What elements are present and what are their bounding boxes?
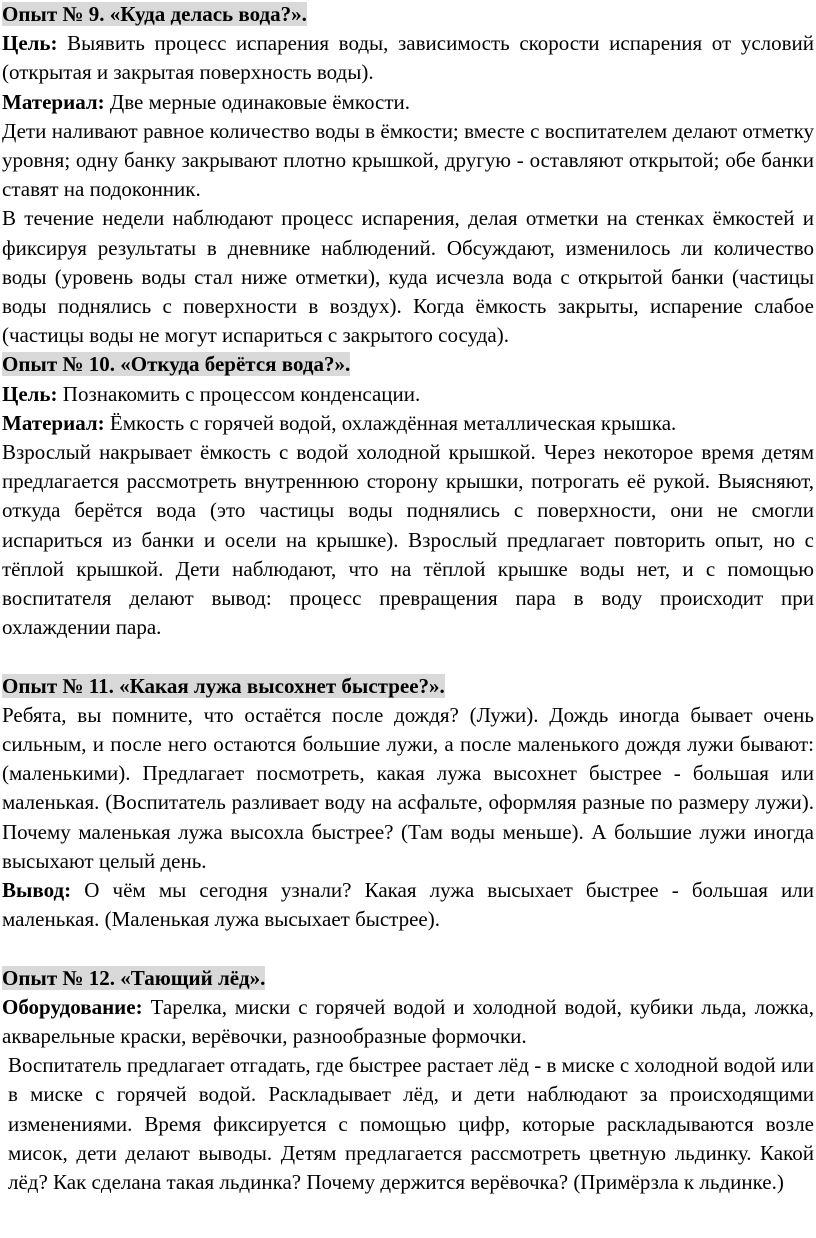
exp11-conclusion (2, 876, 814, 934)
exp12-title: Опыт № 12. «Тающий лёд». (2, 965, 266, 990)
exp10-material-text: Ёмкость с горячей водой, охлаждённая металлическая крышка. (109, 410, 677, 435)
material-label: Материал: (2, 89, 105, 114)
exp10-heading (2, 350, 814, 379)
exp9-material (2, 88, 814, 117)
exp11-paragraph-1: Ребята, вы помните, что остаётся после дождя? (Лужи). Дождь иногда бывает очень сильным, и после него остаются большие лужи, а после маленького дождя лужи бывают: (маленькими). Предлагает посмотреть, какая лужа высохнет быстрее - большая или маленькая. (Воспитатель разливает воду на асфальте, оформляя разные по размеру лужи). Почему маленькая лужа высохла быстрее? (Там воды меньше). А большие лужи иногда высыхают целый день. (2, 702, 814, 873)
exp9-material-text: Две мерные одинаковые ёмкости. (109, 89, 410, 114)
exp10-material (2, 409, 814, 438)
conclusion-label: Вывод: (2, 878, 72, 903)
exp12-equipment (2, 993, 814, 1051)
exp9-paragraph-2: В течение недели наблюдают процесс испарения, делая отметки на стенках ёмкостей и фиксируя результаты в дневнике наблюдений. Обсуждают, изменилось ли количество воды (уровень воды стал ниже отметки), куда исчезла вода с открытой банки (частицы воды поднялись с поверхности в воздух). Когда ёмкость закрыты, испарение слабое (частицы воды не могут испариться с закрытого сосуда). (2, 206, 814, 348)
exp12-heading (2, 964, 814, 993)
exp12-equipment-text: Тарелка, миски с горячей водой и холодной водой, кубики льда, ложка, акварельные краски, верёвочки, разнообразные формочки. (2, 994, 815, 1049)
exp11-heading (2, 672, 814, 701)
exp11-title: Опыт № 11. «Какая лужа высохнет быстрее?». (2, 673, 445, 698)
material-label: Материал: (2, 410, 105, 435)
exp9-paragraph-1: Дети наливают равное количество воды в ёмкости; вместе с воспитателем делают отметку уровня; одну банку закрывают плотно крышкой, другую - оставляют открытой; обе банки ставят на подоконник. (2, 118, 814, 202)
goal-label: Цель: (2, 31, 58, 56)
spacer (2, 642, 814, 671)
document-page (2, 0, 814, 1197)
exp10-goal (2, 380, 814, 409)
exp9-goal-text: Выявить процесс испарения воды, зависимость скорости испарения от условий (открытая и закрытая поверхность воды). (2, 31, 815, 85)
equipment-label: Оборудование: (2, 994, 143, 1019)
exp9-goal (2, 29, 814, 87)
exp10-paragraph-1: Взрослый накрывает ёмкость с водой холодной крышкой. Через некоторое время детям предлагается рассмотреть внутреннюю сторону крышки, потрогать её рукой. Выясняют, откуда берётся вода (это частицы воды поднялись с поверхности, они не смогли испариться из банки и осели на крышке). Взрослый предлагает повторить опыт, но с тёплой крышкой. Дети наблюдают, что на тёплой крышке воды нет, и с помощью воспитателя делают вывод: процесс превращения пара в воду происходит при охлаждении пара. (2, 440, 814, 640)
exp11-conclusion-text: О чём мы сегодня узнали? Какая лужа высыхает быстрее - большая или маленькая. (Маленькая лужа высыхает быстрее). (2, 878, 815, 932)
exp9-heading (2, 0, 814, 29)
exp10-goal-text: Познакомить с процессом конденсации. (62, 381, 421, 406)
exp12-paragraph-1: Воспитатель предлагает отгадать, где быстрее растает лёд - в миске с холодной водой или в миске с горячей водой. Раскладывает лёд, и дети наблюдают за происходящими изменениями. Время фиксируется с помощью цифр, которые раскладываются возле мисок, дети делают выводы. Детям предлагается рассмотреть цветную льдинку. Какой лёд? Как сделана такая льдинка? Почему держится верёвочка? (Примёрзла к льдинке.) (8, 1053, 814, 1195)
exp9-title: Опыт № 9. «Куда делась вода?». (2, 2, 307, 26)
spacer (2, 934, 814, 963)
exp10-title: Опыт № 10. «Откуда берётся вода?». (2, 352, 351, 377)
goal-label: Цель: (2, 381, 58, 406)
